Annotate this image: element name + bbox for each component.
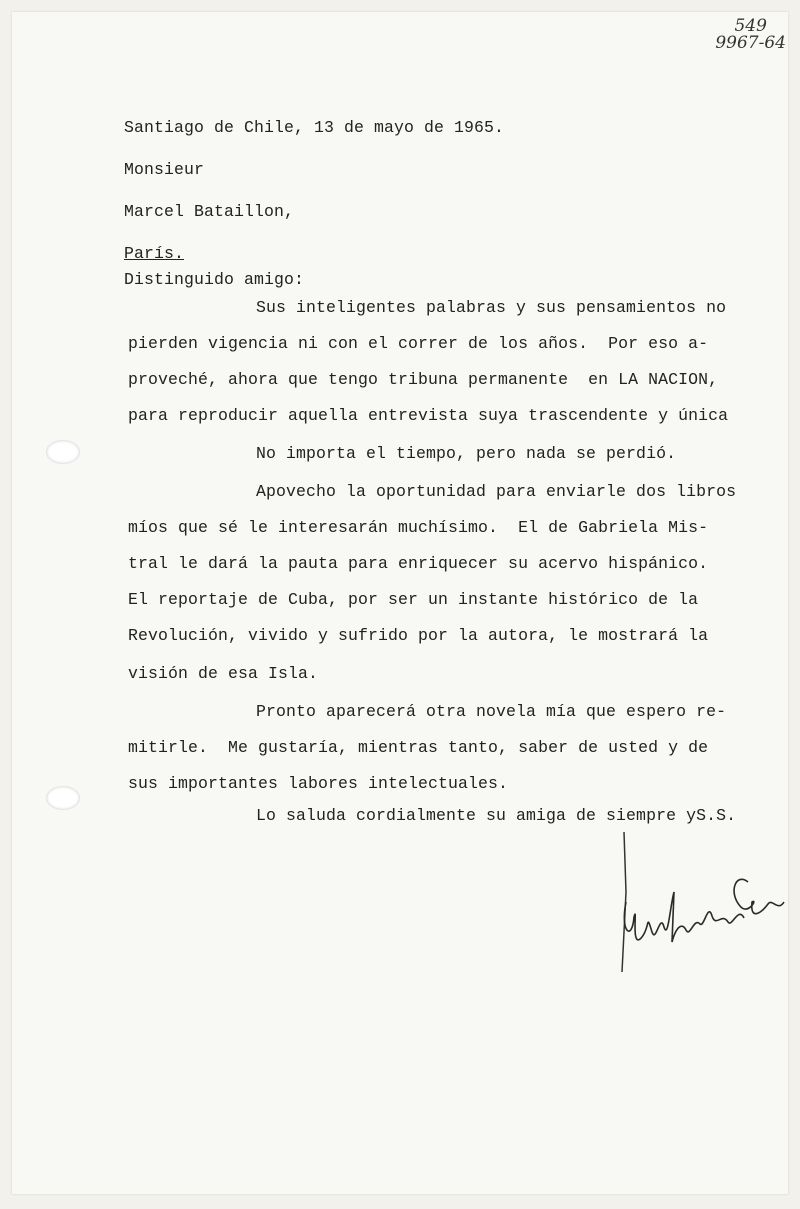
recipient-name: Marcel Bataillon,: [124, 202, 295, 221]
closing-line: Lo saluda cordialmente su amiga de siempre yS.S.: [256, 806, 737, 825]
letter-page: [12, 12, 788, 1194]
body-line: tral le dará la pauta para enriquecer su acervo hispánico.: [128, 554, 709, 573]
body-line: Apovecho la oportunidad para enviarle dos libros: [256, 482, 737, 501]
recipient-title: Monsieur: [124, 160, 205, 179]
body-line: sus importantes labores intelectuales.: [128, 774, 509, 793]
body-line: pierden vigencia ni con el correr de los años. Por eso a-: [128, 334, 709, 353]
body-line: El reportaje de Cuba, por ser un instante histórico de la: [128, 590, 699, 609]
archive-reference: [715, 18, 786, 52]
punch-hole: [46, 786, 80, 810]
archive-ref-line-2: 9967-64: [715, 33, 786, 53]
body-line: mitirle. Me gustaría, mientras tanto, saber de usted y de: [128, 738, 709, 757]
date-line: Santiago de Chile, 13 de mayo de 1965.: [124, 118, 505, 137]
handwritten-signature: [612, 832, 788, 972]
body-line: míos que sé le interesarán muchísimo. El de Gabriela Mis-: [128, 518, 709, 537]
body-line: Pronto aparecerá otra novela mía que espero re-: [256, 702, 727, 721]
body-line: No importa el tiempo, pero nada se perdió.: [256, 444, 677, 463]
punch-hole: [46, 440, 80, 464]
body-line: para reproducir aquella entrevista suya trascendente y única: [128, 406, 729, 425]
recipient-city: París.: [124, 244, 185, 263]
body-line: proveché, ahora que tengo tribuna permanente en LA NACION,: [128, 370, 719, 389]
salutation: Distinguido amigo:: [124, 270, 305, 289]
archive-ref-line-1: 549: [734, 16, 767, 36]
body-line: Revolución, vivido y sufrido por la autora, le mostrará la: [128, 626, 709, 645]
body-line: visión de esa Isla.: [128, 664, 319, 683]
body-line: Sus inteligentes palabras y sus pensamientos no: [256, 298, 727, 317]
